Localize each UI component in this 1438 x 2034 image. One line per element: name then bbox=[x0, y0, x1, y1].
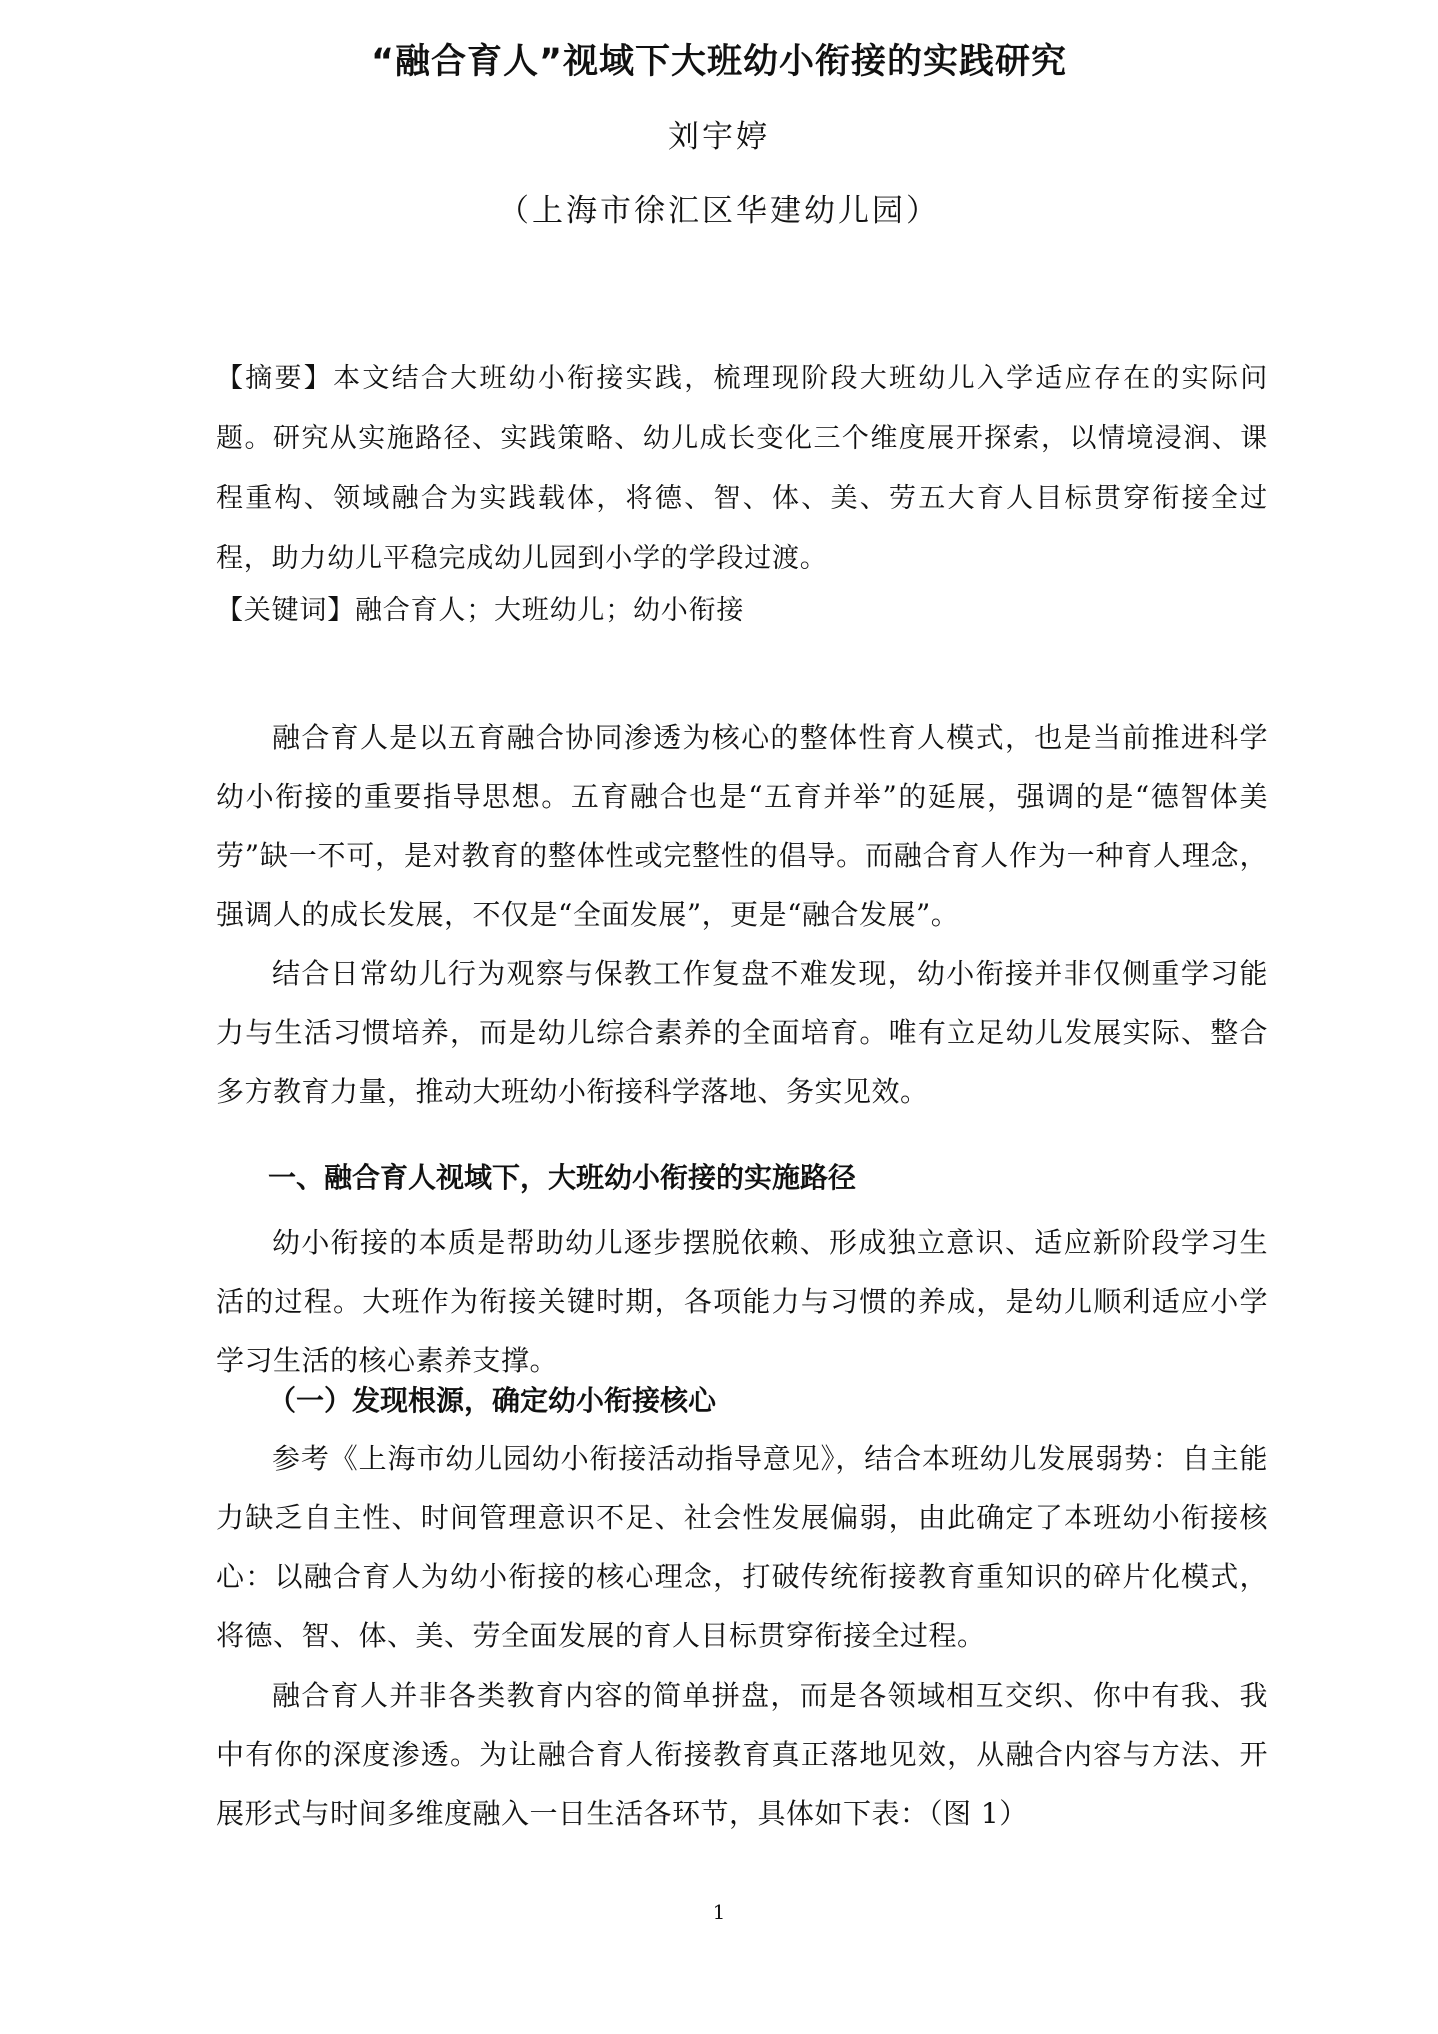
section-1-heading: 一、融合育人视域下，大班幼小衔接的实施路径 bbox=[268, 1161, 857, 1194]
keywords-label: 【关键词】 bbox=[216, 595, 355, 626]
keywords-block bbox=[216, 591, 1268, 631]
subsection-1-paragraph-1: 参考《上海市幼儿园幼小衔接活动指导意见》，结合本班幼儿发展弱势：自主能力缺乏自主性、时间管理意识不足、社会性发展偏弱，由此确定了本班幼小衔接核心：以融合育人为幼小衔接的核心理念，打破传统衔接教育重知识的碎片化模式，将德、智、体、美、劳全面发展的育人目标贯穿衔接全过程。 bbox=[216, 1442, 1268, 1652]
author-affiliation: （上海市徐汇区华建幼儿园） bbox=[498, 193, 940, 229]
author-name: 刘宇婷 bbox=[668, 119, 770, 155]
intro-paragraph-2: 结合日常幼儿行为观察与保教工作复盘不难发现，幼小衔接并非仅侧重学习能力与生活习惯培养，而是幼儿综合素养的全面培育。唯有立足幼儿发展实际、整合多方教育力量，推动大班幼小衔接科学落地、务实见效。 bbox=[216, 957, 1268, 1108]
abstract-label: 【摘要】 bbox=[216, 363, 334, 394]
subsection-1-heading: （一）发现根源，确定幼小衔接核心 bbox=[268, 1384, 717, 1417]
abstract-block bbox=[216, 349, 1268, 589]
subsection-1-paragraph-2: 融合育人并非各类教育内容的简单拼盘，而是各领域相互交织、你中有我、我中有你的深度渗透。为让融合育人衔接教育真正落地见效，从融合内容与方法、开展形式与时间多维度融入一日生活各环节，具体如下表：（图 1） bbox=[216, 1679, 1268, 1830]
intro-paragraph-1: 融合育人是以五育融合协同渗透为核心的整体性育人模式，也是当前推进科学幼小衔接的重要指导思想。五育融合也是“五育并举”的延展，强调的是“德智体美劳”缺一不可，是对教育的整体性或完整性的倡导。而融合育人作为一种育人理念，强调人的成长发展，不仅是“全面发展”，更是“融合发展”。 bbox=[216, 721, 1268, 931]
paper-title: “融合育人”视域下大班幼小衔接的实践研究 bbox=[370, 42, 1067, 82]
page-number: 1 bbox=[712, 1900, 726, 1924]
section-1-paragraph: 幼小衔接的本质是帮助幼儿逐步摆脱依赖、形成独立意识、适应新阶段学习生活的过程。大班作为衔接关键时期，各项能力与习惯的养成，是幼儿顺利适应小学学习生活的核心素养支撑。 bbox=[216, 1226, 1268, 1377]
abstract-text: 本文结合大班幼小衔接实践，梳理现阶段大班幼儿入学适应存在的实际问题。研究从实施路径、实践策略、幼儿成长变化三个维度展开探索，以情境浸润、课程重构、领域融合为实践载体，将德、智、体、美、劳五大育人目标贯穿衔接全过程，助力幼儿平稳完成幼儿园到小学的学段过渡。 bbox=[216, 363, 1268, 574]
keywords-text: 融合育人；大班幼儿；幼小衔接 bbox=[355, 595, 745, 626]
